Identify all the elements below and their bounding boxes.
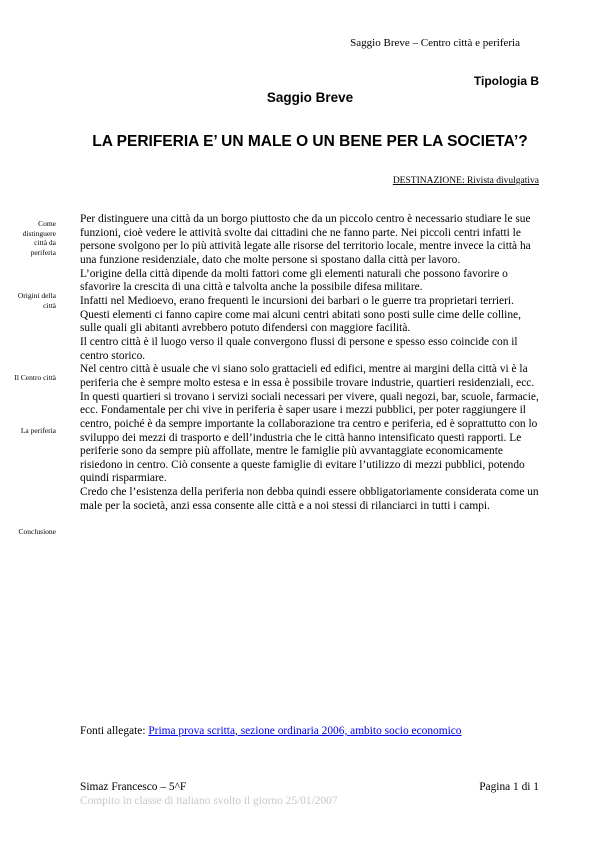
essay-body [80,213,542,513]
paragraph: Infatti nel Medioevo, erano frequenti le incursioni dei barbari o le guerre tra proprietari terrieri. Questi elementi ci fanno capire come mai alcuni centri abitati sono posti sulle cime delle colline, sulle quali gli abitanti avrebbero potuto difendersi con maggiore facilità. [80,294,521,335]
running-header: Saggio Breve – Centro città e periferia [350,37,520,49]
paragraph: Per distinguere una città da un borgo piuttosto che da un piccolo centro è necessario studiare le sue funzioni, cioè vedere le attività svolte dai cittadini che ne fanno parte. Nei piccoli centri infatti le persone svolgono per lo più attività legate alle risorse del territorio locale, mentre invece la città ha una funzione residenziale, dato che molte persone si spostano dalla città per lavoro. [80,213,531,266]
page-title: LA PERIFERIA E’ UN MALE O UN BENE PER LA SOCIETA’? [92,133,528,150]
paragraph: In questi quartieri si trovano i servizi sociali necessari per vivere, quali negozi, bar, scuole, farmacie, ecc. Fondamentale per chi vive in periferia è saper usare i mezzi pubblici, per poter raggiungere il centro, poiché è da sempre importante la collaborazione tra centro e periferia, ed è soprattutto con lo sviluppo dei mezzi di trasporto e dell’industria che le città hanno intensificato questi rapporti. Le periferie sono da sempre più affollate, mentre le famiglie più avvantaggiate economicamente risiedono in centro. Ciò consente a queste famiglie di evitare l’utilizzo di mezzi pubblici, potendo quindi risparmiare. [80,390,539,485]
sources-label: Fonti allegate: [80,725,149,737]
paragraph: Nel centro città è usuale che vi siano solo grattacieli ed edifici, mentre ai margini della città vi è la periferia che è sempre molto estesa e in essa è possibile trovare industrie, quartieri residenziali, ecc. [80,363,535,389]
footer-author: Simaz Francesco – 5^F [80,781,187,793]
document-type-heading: Saggio Breve [266,90,354,105]
footer-note: Compito in classe di italiano svolto il giorno 25/01/2007 [80,795,338,807]
paragraph: Il centro città è il luogo verso il quale convergono flussi di persone e spesso esso coincide con il centro storico. [80,335,518,362]
margin-note-conclusione: Conclusione [18,527,56,536]
sources-link[interactable]: Prima prova scritta, sezione ordinaria 2006, ambito socio economico [148,725,462,737]
margin-note-periferia: La periferia [20,426,56,435]
margin-note-centro: Il Centro città [14,373,56,382]
tipologia-label: Tipologia B [473,74,539,88]
sources-line [80,725,540,737]
margin-note-distinguere: Come distinguere città da periferia [22,219,56,257]
paragraph: L’origine della città dipende da molti fattori come gli elementi naturali che possono favorire o sfavorire la crescita di una città e talvolta anche la possibile difesa militare. [80,267,508,294]
paragraph: Credo che l’esistenza della periferia non debba quindi essere obbligatoriamente considerata come un male per la società, anzi essa consente alle città e a noi stessi di rilanciarci in tutti i campi. [80,486,539,512]
destination-label: DESTINAZIONE: Rivista divulgativa [392,176,539,186]
margin-note-origini: Origini della città [17,291,56,310]
footer-page-number: Pagina 1 di 1 [479,781,539,793]
